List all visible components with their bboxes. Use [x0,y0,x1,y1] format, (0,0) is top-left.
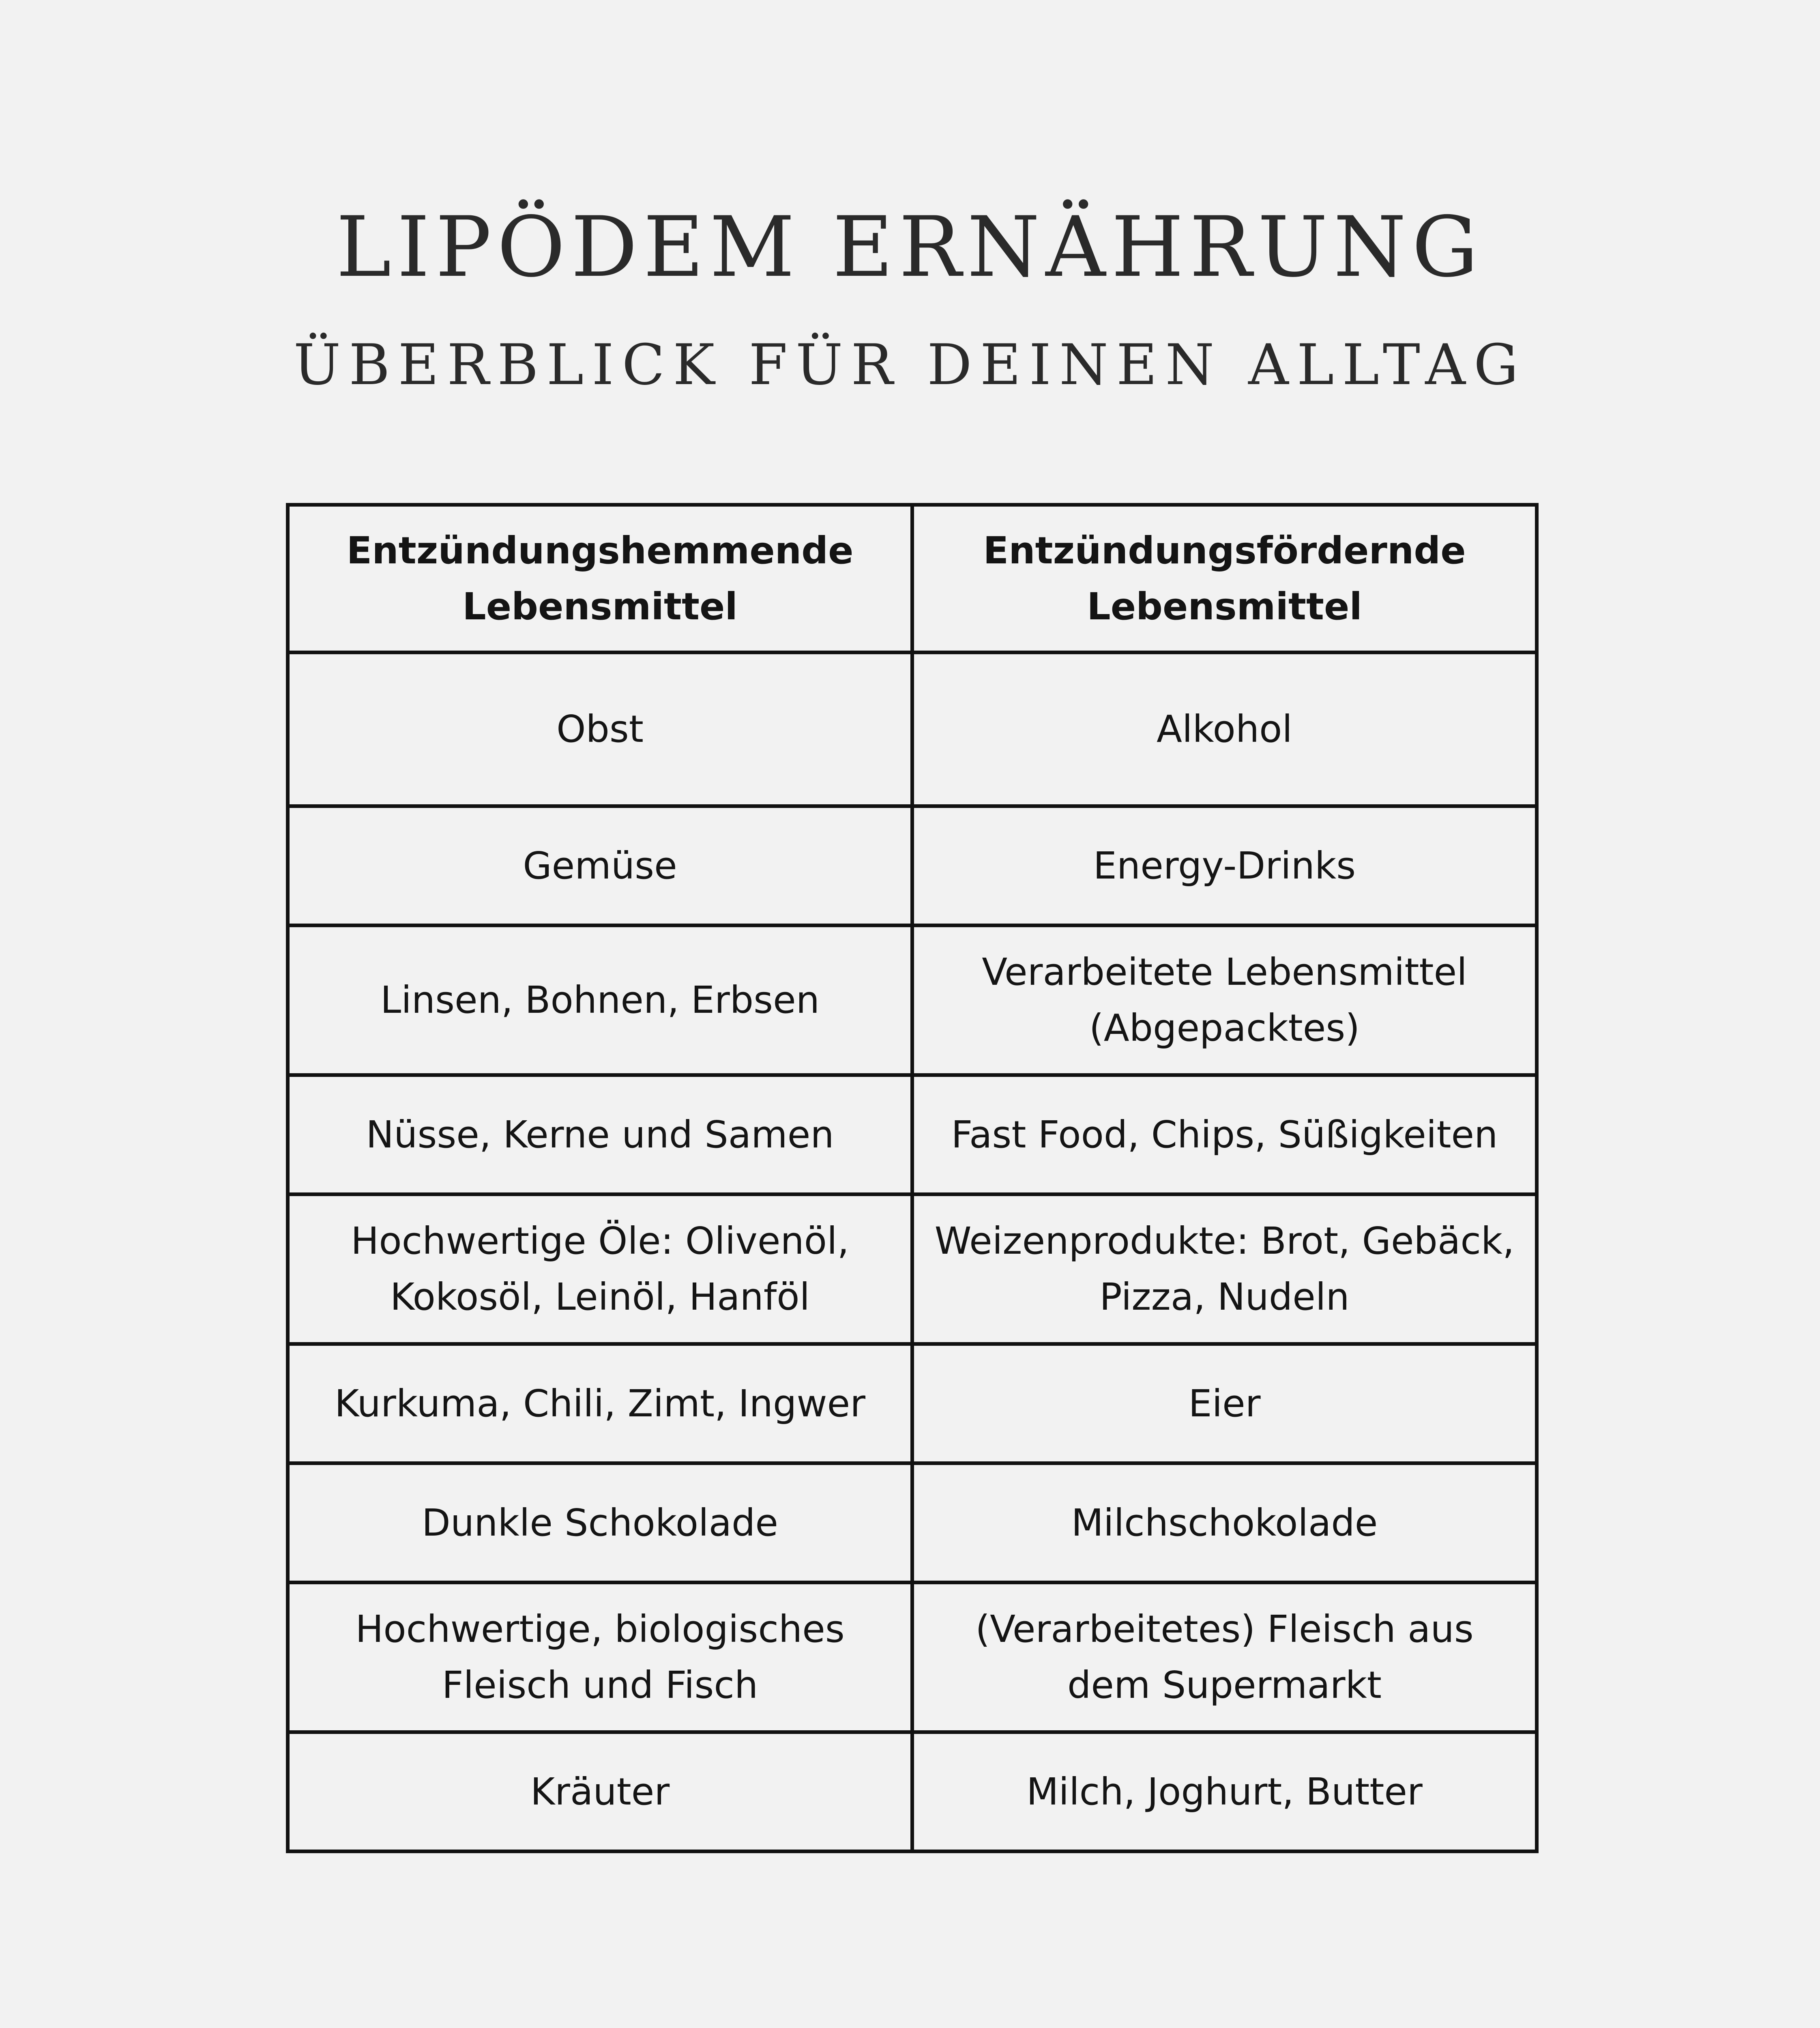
table-row [288,806,1537,926]
page-title: LIPÖDEM ERNÄHRUNG [336,199,1484,296]
table-cell-anti: Obst [288,653,912,806]
table-cell-anti: Dunkle Schokolade [288,1463,912,1583]
table-cell-pro: Energy-Drinks [912,806,1537,926]
table-cell-pro: Verarbeitete Lebensmittel (Abgepacktes) [912,926,1537,1075]
table-cell-pro: Alkohol [912,653,1537,806]
table-cell-anti: Gemüse [288,806,912,926]
table-row [288,1194,1537,1344]
table-row [288,926,1537,1075]
table-header-row [288,505,1537,653]
table-row [288,1075,1537,1194]
table-cell-anti: Kurkuma, Chili, Zimt, Ingwer [288,1344,912,1463]
table-cell-pro: Milchschokolade [912,1463,1537,1583]
table-cell-anti: Hochwertige Öle: Olivenöl, Kokosöl, Leinöl, Hanföl [288,1194,912,1344]
header-anti-inflammatory: Entzündungshemmende Lebensmittel [288,505,912,653]
table-row [288,1344,1537,1463]
table-cell-pro: (Verarbeitetes) Fleisch aus dem Supermarkt [912,1583,1537,1732]
table-cell-anti: Nüsse, Kerne und Samen [288,1075,912,1194]
table-cell-anti: Linsen, Bohnen, Erbsen [288,926,912,1075]
table-cell-anti: Hochwertige, biologisches Fleisch und Fisch [288,1583,912,1732]
table-row [288,1463,1537,1583]
table-cell-pro: Milch, Joghurt, Butter [912,1732,1537,1852]
table-cell-pro: Fast Food, Chips, Süßigkeiten [912,1075,1537,1194]
table-cell-pro: Weizenprodukte: Brot, Gebäck, Pizza, Nudeln [912,1194,1537,1344]
table-cell-anti: Kräuter [288,1732,912,1852]
page-subtitle: ÜBERBLICK FÜR DEINEN ALLTAG [293,332,1527,397]
table-row [288,1732,1537,1852]
header-pro-inflammatory: Entzündungsfördernde Lebensmittel [912,505,1537,653]
table-row [288,653,1537,806]
table-row [288,1583,1537,1732]
table-cell-pro: Eier [912,1344,1537,1463]
food-comparison-table [286,503,1539,1853]
